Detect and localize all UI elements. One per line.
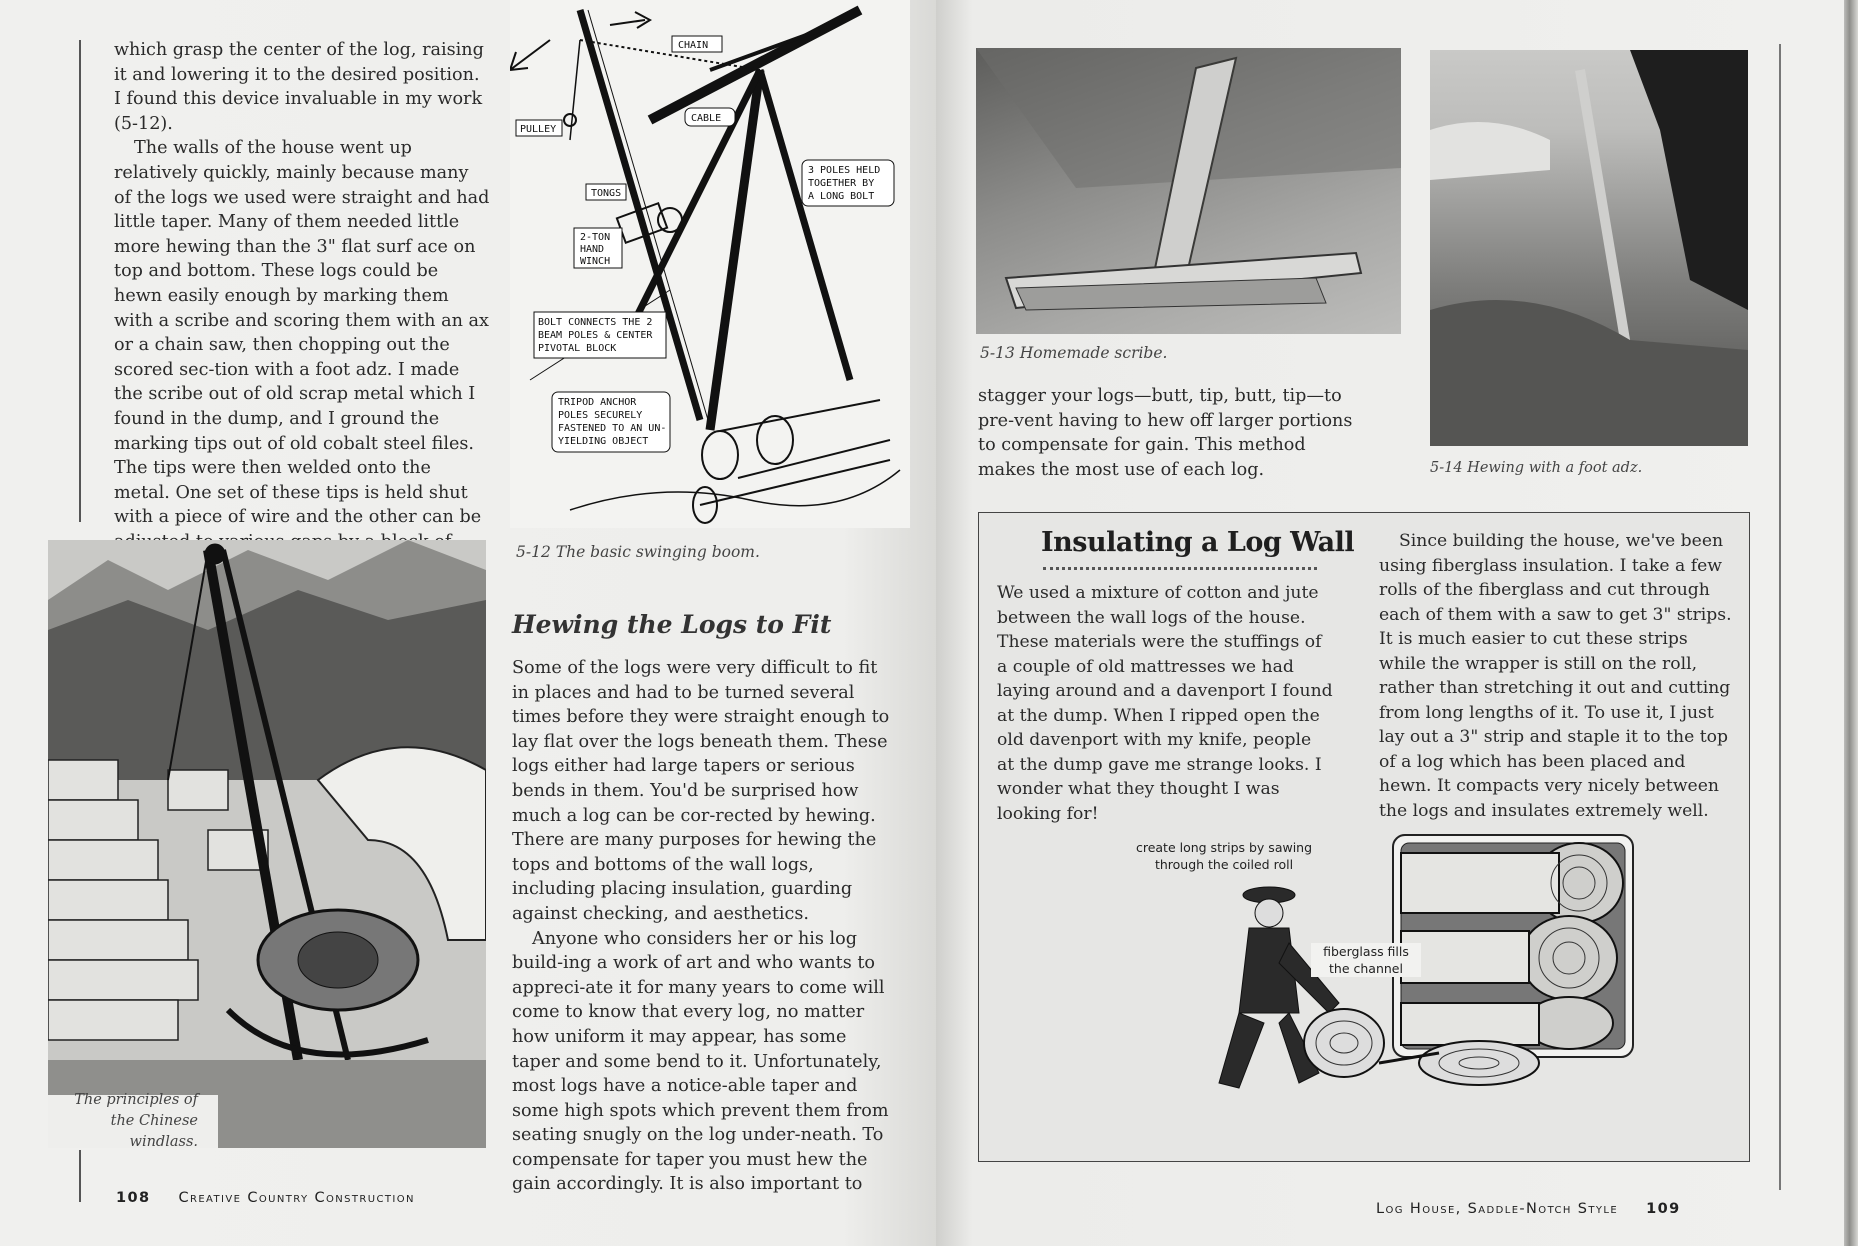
caption-windlass — [48, 1090, 198, 1148]
label-bolt-line2: BEAM POLES & CENTER — [538, 330, 653, 341]
label-winch-line3: WINCH — [580, 256, 611, 267]
annotation-fiberglass-line1: fiberglass fills — [1323, 944, 1409, 959]
page-number-left: 108 — [116, 1190, 151, 1206]
paragraph: We used a mixture of cotton and jute between the wall logs of the house. These materials were the stuffings of a couple of old mattresses we had laying around and a davenport I found at the dump. When I ripped open the old davenport with my knife, people at the dump gave me strange looks. I wonder what they thought I was looking for! — [997, 583, 1333, 824]
label-pulley: PULLEY — [520, 124, 557, 135]
caption-5-12: 5-12 The basic swinging boom. — [516, 543, 760, 561]
caption-5-14: 5-14 Hewing with a foot adz. — [1430, 460, 1643, 476]
annotation-sawing — [1129, 839, 1319, 873]
paragraph: Some of the logs were very difficult to fit in places and had to be turned several times before they were straight enough to lay flat over the logs beneath them. These logs either had large tapers or serious bends in them. You'd be surprised how much a log can be cor-rected by hewing. There are many purposes for hewing the tops and bottoms of the wall logs, including placing insulation, guarding against checking, and aesthetics. — [512, 658, 890, 924]
paragraph: which grasp the center of the log, raising it and lowering it to the desired position. I found this device invaluable in my work (5-12). — [114, 40, 484, 134]
label-tripod-line1: TRIPOD ANCHOR — [558, 397, 637, 408]
margin-rule-bottom — [79, 1150, 81, 1202]
sidebar-title-underline — [1043, 567, 1317, 570]
label-winch-line1: 2-TON — [580, 232, 611, 243]
label-poles-line3: A LONG BOLT — [808, 191, 875, 202]
paragraph: The walls of the house went up relatively quickly, mainly because many of the logs we used were straight and had little taper. Many of them needed little more hewing than the 3" flat surf ace on top and bottom. These logs could be hewn easily enough by marking them with a scribe and scoring them with an ax or a chain saw, then chopping out the scored sec-tion with a foot adz. I made the scribe out of old scrap metal which I found in the dump, and I ground the marking tips out of old cobalt steel files. The tips were then welded onto the metal. One set of these tips is held shut with a piece of wire and the other can be — [114, 138, 490, 528]
right-text-block: stagger your logs—butt, tip, butt, tip—to pre-vent having to hew off larger portions to compensate for gain. This method makes the most use of each log. — [978, 386, 1353, 480]
left-footer — [116, 1190, 415, 1206]
sidebar-left-text — [997, 581, 1333, 826]
book-title: Creative Country Construction — [178, 1190, 415, 1206]
margin-rule-top — [79, 40, 81, 522]
scribe-photo-drawing — [976, 48, 1401, 334]
annotation-sawing-line2: through the coiled roll — [1154, 857, 1294, 872]
label-winch-line2: HAND — [580, 244, 605, 255]
sidebar-right-text — [1379, 529, 1733, 823]
right-footer — [1376, 1201, 1681, 1217]
label-tripod-line2: POLES SECURELY — [558, 410, 643, 421]
caption-windlass-line2: the Chinese windlass. — [110, 1113, 198, 1148]
insulating-sidebar — [978, 512, 1750, 1162]
left-column-2-text — [512, 656, 892, 1197]
label-poles-line2: TOGETHER BY — [808, 178, 875, 189]
book-edge — [1844, 0, 1858, 1246]
swinging-boom-illustration — [510, 0, 910, 528]
chinese-windlass-illustration — [48, 540, 486, 1148]
left-column-1-text — [114, 38, 490, 579]
sidebar-title: Insulating a Log Wall — [1041, 527, 1355, 558]
photo-hewing-adz — [1430, 50, 1748, 446]
annotation-sawing-line1: create long strips by sawing — [1135, 840, 1313, 855]
photo-homemade-scribe — [976, 48, 1401, 334]
adz-photo-drawing — [1430, 50, 1748, 446]
boom-drawing — [510, 0, 910, 528]
label-bolt-line1: BOLT CONNECTS THE 2 — [538, 317, 653, 328]
annotation-fiberglass-line2: the channel — [1329, 961, 1403, 976]
label-cable: CABLE — [691, 113, 722, 124]
label-poles-line1: 3 POLES HELD — [808, 165, 881, 176]
annotation-fiberglass — [1311, 943, 1421, 977]
label-tripod-line3: FASTENED TO AN UN- — [558, 423, 667, 434]
paragraph: Anyone who considers her or his log build-ing a work of art and who wants to appreci-ate it for many years to come will come to know that every log, no matter how uniform it may appear, has some taper and some bend to it. Unfortunately, most logs have a notice-able taper and some high spots which prevent them from seating snugly on the log under-neath. To compensate for taper you must hew the gain accordingly. It is also important to — [512, 928, 889, 1195]
caption-windlass-line1: The principles of — [74, 1092, 198, 1108]
paragraph: Since building the house, we've been using fiberglass insulation. I take a few rolls of the fiberglass and cut through each of them with a saw to get 3" strips. It is much easier to cut these strips while the wrapper is still on the roll, rather than stretching it out and cutting from long lengths of it. To use it, I just lay out a 3" strip and staple it to the top of a log which has been placed and hewn. It compacts very nicely between the logs and insulates extremely well. — [1379, 531, 1732, 821]
page-number-right: 109 — [1646, 1201, 1681, 1217]
label-tongs: TONGS — [591, 188, 622, 199]
section-heading: Hewing the Logs to Fit — [512, 610, 832, 639]
windlass-drawing — [48, 540, 486, 1148]
label-chain: CHAIN — [678, 40, 709, 51]
caption-5-13: 5-13 Homemade scribe. — [980, 344, 1168, 362]
label-tripod-line4: YIELDING OBJECT — [558, 436, 649, 447]
chapter-title: Log House, Saddle-Notch Style — [1376, 1201, 1619, 1217]
right-margin-rule — [1779, 44, 1781, 1190]
label-bolt-line3: PIVOTAL BLOCK — [538, 343, 617, 354]
